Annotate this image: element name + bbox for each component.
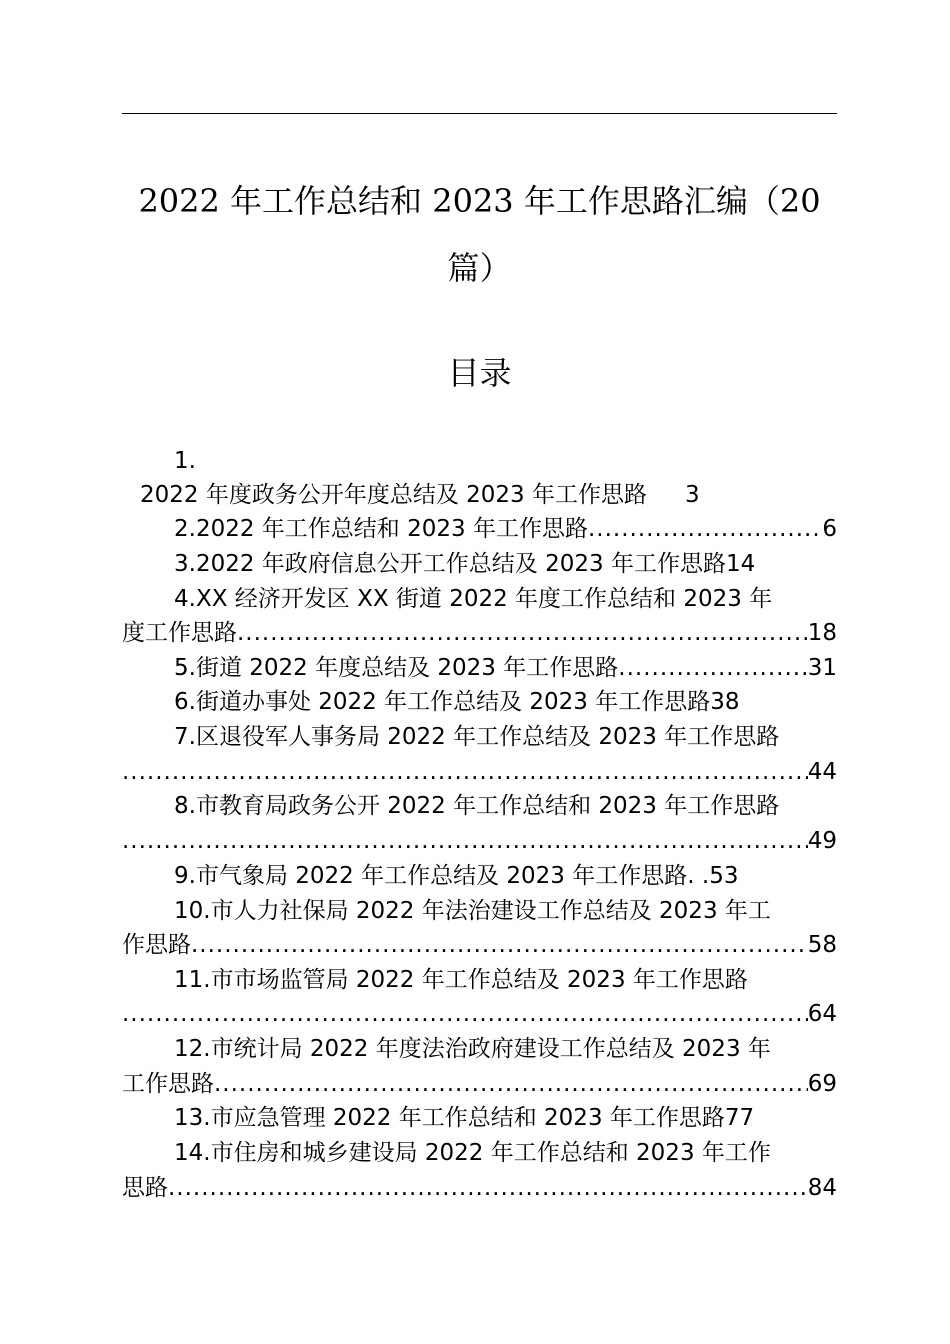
- toc-page-number: 38: [710, 689, 740, 715]
- toc-item-text: 13.市应急管理 2022 年工作总结和 2023 年工作思路: [174, 1105, 725, 1131]
- toc-item-14-line-2[interactable]: [122, 1171, 837, 1205]
- toc-item-2[interactable]: [122, 512, 837, 546]
- toc-item-text: 8.市教育局政务公开 2022 年工作总结和 2023 年工作思路: [174, 793, 780, 819]
- toc-item-9[interactable]: [122, 859, 837, 893]
- toc-item-text: 度工作思路: [122, 620, 237, 646]
- dot-leader: [122, 997, 808, 1031]
- toc-item-text: 14.市住房和城乡建设局 2022 年工作总结和 2023 年工作: [174, 1140, 771, 1166]
- toc-item-6[interactable]: [122, 685, 837, 719]
- toc-item-text: 思路: [122, 1175, 168, 1201]
- dot-leader: [122, 824, 808, 858]
- toc-item-text: 12.市统计局 2022 年度法治政府建设工作总结及 2023 年: [174, 1036, 771, 1062]
- toc-item-5[interactable]: [122, 651, 837, 685]
- toc-page-number: 77: [724, 1105, 755, 1131]
- toc-item-10-line-1[interactable]: [122, 894, 837, 928]
- toc-page-number: 3: [685, 482, 700, 508]
- toc-page-number: 18: [807, 620, 837, 646]
- toc-page-number: 58: [807, 932, 837, 958]
- toc-item-text: 6.街道办事处 2022 年工作总结及 2023 年工作思路: [174, 689, 711, 715]
- header-rule: [122, 113, 837, 114]
- toc-item-text: 10.市人力社保局 2022 年法治建设工作总结及 2023 年工: [174, 898, 771, 924]
- toc-page-number: 44: [807, 759, 837, 785]
- document-title-line-1: 2022 年工作总结和 2023 年工作思路汇编（20: [138, 182, 821, 220]
- toc-item-text: 3.2022 年政府信息公开工作总结及 2023 年工作思路: [174, 551, 726, 577]
- toc-page-number: 14: [725, 551, 756, 577]
- dot-leader: [191, 928, 808, 962]
- toc-item-1[interactable]: [122, 478, 837, 512]
- toc-item-text: 11.市市场监管局 2022 年工作总结及 2023 年工作思路: [174, 967, 748, 993]
- toc-item-13[interactable]: [122, 1101, 837, 1135]
- dot-leader: [588, 512, 822, 546]
- toc-item-14-line-1[interactable]: [122, 1136, 837, 1170]
- toc-item-text: 作思路: [122, 932, 191, 958]
- toc-item-3[interactable]: [122, 547, 837, 581]
- toc-page-number: 6: [822, 516, 837, 542]
- toc-page-number: 84: [807, 1175, 837, 1201]
- dot-leader: [122, 755, 808, 789]
- toc-item-4-line-1[interactable]: [122, 582, 837, 616]
- toc-item-text: 5.街道 2022 年度总结及 2023 年工作思路: [174, 655, 619, 681]
- toc-item-12-line-1[interactable]: [122, 1032, 837, 1066]
- toc-item-text: 2022 年度政务公开年度总结及 2023 年工作思路: [140, 482, 647, 508]
- toc-item-4-line-2[interactable]: [122, 616, 837, 650]
- toc-item-text: 工作思路: [122, 1071, 214, 1097]
- toc-item-text: 4.XX 经济开发区 XX 街道 2022 年度工作总结和 2023 年: [174, 586, 773, 612]
- toc-item-12-line-2[interactable]: [122, 1067, 837, 1101]
- toc-item-11-line-2[interactable]: [122, 997, 837, 1031]
- toc-item-8-line-2[interactable]: [122, 824, 837, 858]
- dot-leader: [237, 616, 808, 650]
- dot-leader: [618, 651, 807, 685]
- toc-item-1-number[interactable]: 1.: [174, 448, 196, 474]
- toc-page-number: 53: [709, 863, 739, 889]
- dot-leader: . .: [687, 863, 710, 889]
- dot-leader: [214, 1067, 808, 1101]
- document-title-line-2: 篇）: [447, 249, 512, 287]
- toc-page-number: 64: [807, 1001, 837, 1027]
- toc-item-text: 9.市气象局 2022 年工作总结及 2023 年工作思路: [174, 863, 688, 889]
- toc-item-11-line-1[interactable]: [122, 963, 837, 997]
- toc-item-text: 2.2022 年工作总结和 2023 年工作思路: [174, 516, 588, 542]
- toc-heading: 目录: [447, 354, 512, 392]
- toc-item-text: 7.区退役军人事务局 2022 年工作总结及 2023 年工作思路: [174, 724, 780, 750]
- toc-item-10-line-2[interactable]: [122, 928, 837, 962]
- toc-page-number: 69: [807, 1071, 837, 1097]
- toc-page-number: 49: [807, 828, 837, 854]
- toc-item-7-line-1[interactable]: [122, 720, 837, 754]
- toc-item-7-line-2[interactable]: [122, 755, 837, 789]
- dot-leader: [168, 1171, 808, 1205]
- toc-item-8-line-1[interactable]: [122, 789, 837, 823]
- toc-page-number: 31: [807, 655, 837, 681]
